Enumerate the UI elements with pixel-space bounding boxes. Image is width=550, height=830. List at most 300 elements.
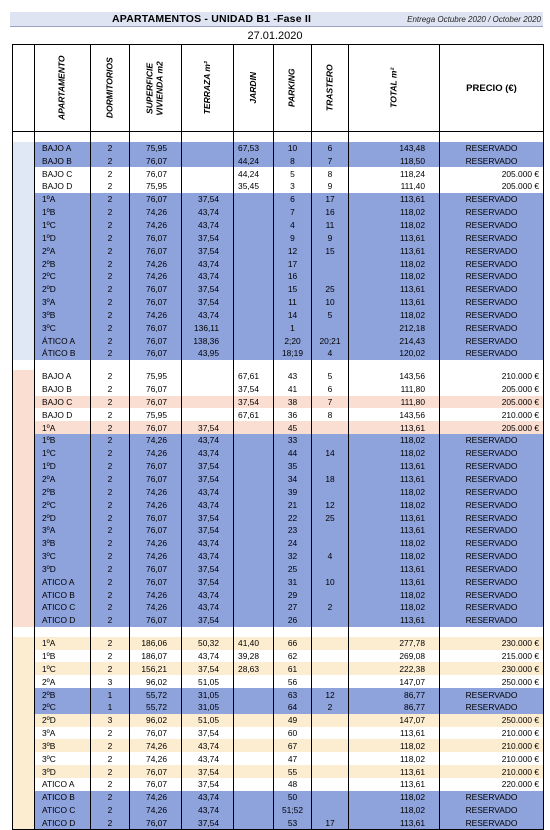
terrace-cell: 37,54 <box>182 511 234 524</box>
table-row <box>13 714 544 727</box>
total-cell: 113,61 <box>349 563 440 576</box>
garden-cell <box>234 447 274 460</box>
apartment-cell: 2ºC <box>35 270 91 283</box>
terrace-cell: 43,74 <box>182 485 234 498</box>
total-cell: 118,02 <box>349 447 440 460</box>
total-cell: 118,02 <box>349 739 440 752</box>
table-row <box>13 231 544 244</box>
surface-cell: 74,26 <box>130 434 182 447</box>
storage-cell <box>312 485 349 498</box>
price-cell: RESERVADO <box>440 321 544 334</box>
garden-cell <box>234 739 274 752</box>
table-row <box>13 662 544 675</box>
apartment-cell: 3ºB <box>35 739 91 752</box>
terrace-cell: 43,74 <box>182 447 234 460</box>
apartment-cell: 2ºA <box>35 244 91 257</box>
storage-cell <box>312 804 349 817</box>
separator-cell <box>91 360 130 370</box>
parking-cell: 55 <box>274 765 312 778</box>
garden-cell <box>234 257 274 270</box>
terrace-cell: 43,74 <box>182 498 234 511</box>
group-band <box>13 701 35 714</box>
price-cell: 205.000 € <box>440 421 544 434</box>
surface-cell: 76,07 <box>130 321 182 334</box>
garden-cell <box>234 575 274 588</box>
total-cell: 113,61 <box>349 778 440 791</box>
apartment-cell: 3ºB <box>35 537 91 550</box>
terrace-cell: 43,95 <box>182 347 234 360</box>
separator-cell <box>349 132 440 142</box>
apartment-cell: BAJO A <box>35 142 91 155</box>
price-cell: RESERVADO <box>440 219 544 232</box>
table-header-row <box>13 45 544 132</box>
table-row <box>13 804 544 817</box>
terrace-cell <box>182 383 234 396</box>
group-band <box>13 383 35 396</box>
group-band <box>13 421 35 434</box>
price-cell: RESERVADO <box>440 473 544 486</box>
group-band <box>13 614 35 627</box>
total-cell: 113,61 <box>349 765 440 778</box>
apartment-cell: BAJO C <box>35 167 91 180</box>
garden-cell <box>234 308 274 321</box>
parking-cell: 18;19 <box>274 347 312 360</box>
header-terraza: TERRAZA m² <box>182 45 234 132</box>
garden-cell <box>234 537 274 550</box>
parking-cell: 8 <box>274 154 312 167</box>
bedrooms-cell: 2 <box>91 614 130 627</box>
table-row <box>13 727 544 740</box>
total-cell: 113,61 <box>349 244 440 257</box>
parking-cell: 6 <box>274 193 312 206</box>
group-separator <box>13 360 544 370</box>
parking-cell: 12 <box>274 244 312 257</box>
terrace-cell: 51,05 <box>182 675 234 688</box>
total-cell: 113,61 <box>349 283 440 296</box>
bedrooms-cell: 2 <box>91 231 130 244</box>
apartment-cell: 2ºC <box>35 498 91 511</box>
storage-cell: 9 <box>312 231 349 244</box>
total-cell: 111,80 <box>349 396 440 409</box>
bedrooms-cell: 2 <box>91 257 130 270</box>
surface-cell: 76,07 <box>130 817 182 830</box>
terrace-cell: 43,74 <box>182 257 234 270</box>
table-row <box>13 817 544 830</box>
parking-cell: 33 <box>274 434 312 447</box>
parking-cell: 67 <box>274 739 312 752</box>
price-cell: 210.000 € <box>440 752 544 765</box>
table-row <box>13 498 544 511</box>
parking-cell: 49 <box>274 714 312 727</box>
storage-cell: 4 <box>312 550 349 563</box>
surface-cell: 76,07 <box>130 334 182 347</box>
price-cell: RESERVADO <box>440 308 544 321</box>
bedrooms-cell: 2 <box>91 550 130 563</box>
terrace-cell: 37,54 <box>182 765 234 778</box>
total-cell: 118,02 <box>349 434 440 447</box>
storage-cell <box>312 563 349 576</box>
terrace-cell: 37,54 <box>182 563 234 576</box>
separator-cell <box>130 360 182 370</box>
terrace-cell: 43,74 <box>182 537 234 550</box>
parking-cell: 14 <box>274 308 312 321</box>
price-cell: RESERVADO <box>440 231 544 244</box>
parking-cell: 56 <box>274 675 312 688</box>
storage-cell: 20;21 <box>312 334 349 347</box>
parking-cell: 66 <box>274 637 312 650</box>
surface-cell: 76,07 <box>130 383 182 396</box>
document-date: 27.01.2020 <box>247 30 303 42</box>
parking-cell: 7 <box>274 206 312 219</box>
apartment-cell: ATICO B <box>35 588 91 601</box>
group-separator <box>13 627 544 637</box>
surface-cell: 76,07 <box>130 460 182 473</box>
group-band <box>13 231 35 244</box>
separator-cell <box>35 132 91 142</box>
header-trastero: TRASTERO <box>312 45 349 132</box>
terrace-cell: 37,54 <box>182 817 234 830</box>
storage-cell: 8 <box>312 167 349 180</box>
garden-cell <box>234 588 274 601</box>
total-cell: 118,02 <box>349 270 440 283</box>
group-band <box>13 321 35 334</box>
garden-cell <box>234 727 274 740</box>
storage-cell: 7 <box>312 396 349 409</box>
parking-cell: 43 <box>274 370 312 383</box>
total-cell: 212,18 <box>349 321 440 334</box>
parking-cell: 44 <box>274 447 312 460</box>
group-band <box>13 601 35 614</box>
total-cell: 118,02 <box>349 588 440 601</box>
parking-cell: 3 <box>274 180 312 193</box>
surface-cell: 74,26 <box>130 739 182 752</box>
garden-cell: 35,45 <box>234 180 274 193</box>
surface-cell: 74,26 <box>130 588 182 601</box>
delivery-note: Entrega Octubre 2020 / October 2020 <box>407 15 541 24</box>
parking-cell: 38 <box>274 396 312 409</box>
surface-cell: 75,95 <box>130 180 182 193</box>
garden-cell: 41,40 <box>234 637 274 650</box>
storage-cell: 4 <box>312 347 349 360</box>
separator-cell <box>312 360 349 370</box>
garden-cell: 28,63 <box>234 662 274 675</box>
total-cell: 118,24 <box>349 167 440 180</box>
group-band <box>13 434 35 447</box>
separator-cell <box>130 132 182 142</box>
group-band <box>13 460 35 473</box>
parking-cell: 25 <box>274 563 312 576</box>
parking-cell: 32 <box>274 550 312 563</box>
garden-cell <box>234 244 274 257</box>
parking-cell: 15 <box>274 283 312 296</box>
storage-cell: 12 <box>312 498 349 511</box>
table-row <box>13 752 544 765</box>
terrace-cell: 43,74 <box>182 219 234 232</box>
apartment-cell: BAJO A <box>35 370 91 383</box>
terrace-cell <box>182 167 234 180</box>
surface-cell: 76,07 <box>130 244 182 257</box>
apartment-cell: BAJO B <box>35 383 91 396</box>
bedrooms-cell: 2 <box>91 739 130 752</box>
garden-cell <box>234 434 274 447</box>
separator-cell <box>234 132 274 142</box>
parking-cell: 60 <box>274 727 312 740</box>
storage-cell <box>312 752 349 765</box>
price-cell: RESERVADO <box>440 614 544 627</box>
apartment-cell: 3ºD <box>35 563 91 576</box>
separator-cell <box>440 627 544 637</box>
price-cell: RESERVADO <box>440 296 544 309</box>
surface-cell: 156,21 <box>130 662 182 675</box>
surface-cell: 76,07 <box>130 563 182 576</box>
table-row <box>13 688 544 701</box>
terrace-cell: 43,74 <box>182 601 234 614</box>
header-precio: PRECIO (€) <box>440 45 544 132</box>
garden-cell <box>234 791 274 804</box>
bedrooms-cell: 2 <box>91 752 130 765</box>
group-band <box>13 550 35 563</box>
table-row <box>13 675 544 688</box>
separator-cell <box>234 627 274 637</box>
terrace-cell <box>182 142 234 155</box>
surface-cell: 74,26 <box>130 257 182 270</box>
garden-cell <box>234 283 274 296</box>
price-cell: RESERVADO <box>440 347 544 360</box>
storage-cell <box>312 727 349 740</box>
terrace-cell <box>182 408 234 421</box>
price-cell: 205.000 € <box>440 180 544 193</box>
garden-cell <box>234 714 274 727</box>
apartment-cell: 1ºD <box>35 231 91 244</box>
apartment-cell: ATICO D <box>35 817 91 830</box>
price-cell: RESERVADO <box>440 142 544 155</box>
table-row <box>13 270 544 283</box>
storage-cell: 2 <box>312 701 349 714</box>
separator-cell <box>35 360 91 370</box>
parking-cell: 4 <box>274 219 312 232</box>
price-cell: RESERVADO <box>440 537 544 550</box>
total-cell: 214,43 <box>349 334 440 347</box>
surface-cell: 74,26 <box>130 308 182 321</box>
price-cell: RESERVADO <box>440 334 544 347</box>
total-cell: 118,02 <box>349 601 440 614</box>
price-cell: RESERVADO <box>440 588 544 601</box>
surface-cell: 74,26 <box>130 601 182 614</box>
group-band <box>13 778 35 791</box>
bedrooms-cell: 2 <box>91 601 130 614</box>
surface-cell: 76,07 <box>130 167 182 180</box>
separator-cell <box>349 627 440 637</box>
apartment-cell: 3ºB <box>35 308 91 321</box>
bedrooms-cell: 3 <box>91 714 130 727</box>
total-cell: 113,61 <box>349 727 440 740</box>
parking-cell: 47 <box>274 752 312 765</box>
parking-cell: 2;20 <box>274 334 312 347</box>
parking-cell: 35 <box>274 460 312 473</box>
price-cell: 215.000 € <box>440 650 544 663</box>
terrace-cell: 37,54 <box>182 244 234 257</box>
table-row <box>13 193 544 206</box>
garden-cell <box>234 421 274 434</box>
terrace-cell: 136,11 <box>182 321 234 334</box>
table-row <box>13 550 544 563</box>
total-cell: 143,56 <box>349 370 440 383</box>
total-cell: 277,78 <box>349 637 440 650</box>
group-band <box>13 473 35 486</box>
price-cell: RESERVADO <box>440 701 544 714</box>
price-cell: RESERVADO <box>440 550 544 563</box>
storage-cell: 14 <box>312 447 349 460</box>
terrace-cell: 43,74 <box>182 308 234 321</box>
parking-cell: 63 <box>274 688 312 701</box>
price-cell: RESERVADO <box>440 498 544 511</box>
table-row <box>13 473 544 486</box>
apartment-cell: 2ºC <box>35 701 91 714</box>
total-cell: 111,80 <box>349 383 440 396</box>
storage-cell <box>312 588 349 601</box>
storage-cell: 9 <box>312 180 349 193</box>
total-cell: 113,61 <box>349 817 440 830</box>
terrace-cell: 37,54 <box>182 460 234 473</box>
storage-cell <box>312 791 349 804</box>
group-band <box>13 154 35 167</box>
table-row <box>13 408 544 421</box>
surface-cell: 76,07 <box>130 296 182 309</box>
bedrooms-cell: 2 <box>91 778 130 791</box>
garden-cell <box>234 334 274 347</box>
price-cell: RESERVADO <box>440 257 544 270</box>
apartment-cell: 2ºA <box>35 675 91 688</box>
apartment-cell: 2ºA <box>35 473 91 486</box>
bedrooms-cell: 2 <box>91 370 130 383</box>
garden-cell <box>234 296 274 309</box>
price-cell: RESERVADO <box>440 244 544 257</box>
group-band <box>13 575 35 588</box>
separator-cell <box>274 132 312 142</box>
total-cell: 143,48 <box>349 142 440 155</box>
bedrooms-cell: 2 <box>91 817 130 830</box>
storage-cell: 12 <box>312 688 349 701</box>
bedrooms-cell: 2 <box>91 396 130 409</box>
surface-cell: 76,07 <box>130 396 182 409</box>
separator-cell <box>35 627 91 637</box>
garden-cell <box>234 701 274 714</box>
group-band <box>13 727 35 740</box>
surface-cell: 96,02 <box>130 714 182 727</box>
table-row <box>13 308 544 321</box>
garden-cell <box>234 778 274 791</box>
surface-cell: 76,07 <box>130 575 182 588</box>
group-band <box>13 588 35 601</box>
table-row <box>13 244 544 257</box>
group-band <box>13 662 35 675</box>
bedrooms-cell: 2 <box>91 804 130 817</box>
garden-cell <box>234 219 274 232</box>
terrace-cell: 37,54 <box>182 421 234 434</box>
bedrooms-cell: 2 <box>91 537 130 550</box>
garden-cell <box>234 550 274 563</box>
parking-cell: 5 <box>274 167 312 180</box>
separator-cell <box>130 627 182 637</box>
storage-cell: 6 <box>312 383 349 396</box>
apartment-cell: 1ºD <box>35 460 91 473</box>
parking-cell: 48 <box>274 778 312 791</box>
surface-cell: 74,26 <box>130 219 182 232</box>
total-cell: 113,61 <box>349 524 440 537</box>
terrace-cell: 37,54 <box>182 662 234 675</box>
separator-cell <box>182 360 234 370</box>
group-band <box>13 447 35 460</box>
parking-cell: 34 <box>274 473 312 486</box>
separator-cell <box>13 627 35 637</box>
table-row <box>13 370 544 383</box>
document-title: APARTAMENTOS - UNIDAD B1 -Fase II <box>112 13 312 25</box>
bedrooms-cell: 2 <box>91 588 130 601</box>
group-band <box>13 347 35 360</box>
bedrooms-cell: 2 <box>91 662 130 675</box>
apartment-cell: 3ºC <box>35 550 91 563</box>
terrace-cell: 37,54 <box>182 231 234 244</box>
garden-cell <box>234 498 274 511</box>
total-cell: 147,07 <box>349 675 440 688</box>
total-cell: 118,02 <box>349 791 440 804</box>
parking-cell: 39 <box>274 485 312 498</box>
storage-cell: 10 <box>312 575 349 588</box>
table-row <box>13 142 544 155</box>
price-cell: 230.000 € <box>440 637 544 650</box>
total-cell: 118,02 <box>349 804 440 817</box>
terrace-cell: 37,54 <box>182 296 234 309</box>
bedrooms-cell: 2 <box>91 765 130 778</box>
table-row <box>13 739 544 752</box>
table-row <box>13 791 544 804</box>
parking-cell: 11 <box>274 296 312 309</box>
total-cell: 118,02 <box>349 219 440 232</box>
total-cell: 111,40 <box>349 180 440 193</box>
total-cell: 147,07 <box>349 714 440 727</box>
terrace-cell: 37,54 <box>182 473 234 486</box>
table-row <box>13 511 544 524</box>
garden-cell: 37,54 <box>234 396 274 409</box>
total-cell: 113,61 <box>349 460 440 473</box>
garden-cell <box>234 270 274 283</box>
parking-cell: 51;52 <box>274 804 312 817</box>
apartment-cell: ÁTICO B <box>35 347 91 360</box>
surface-cell: 74,26 <box>130 270 182 283</box>
group-band <box>13 688 35 701</box>
apartment-cell: ATICO A <box>35 575 91 588</box>
garden-cell <box>234 563 274 576</box>
terrace-cell: 43,74 <box>182 650 234 663</box>
group-band <box>13 257 35 270</box>
apartment-cell: ATICO C <box>35 804 91 817</box>
bedrooms-cell: 2 <box>91 650 130 663</box>
garden-cell <box>234 347 274 360</box>
total-cell: 118,02 <box>349 485 440 498</box>
apartment-cell: 2ºB <box>35 257 91 270</box>
garden-cell: 37,54 <box>234 383 274 396</box>
surface-cell: 74,26 <box>130 447 182 460</box>
total-cell: 118,02 <box>349 257 440 270</box>
table-row <box>13 485 544 498</box>
table-row <box>13 167 544 180</box>
apartment-cell: 3ºC <box>35 321 91 334</box>
storage-cell <box>312 662 349 675</box>
price-cell: 210.000 € <box>440 727 544 740</box>
surface-cell: 75,95 <box>130 408 182 421</box>
total-cell: 222,38 <box>349 662 440 675</box>
apartment-cell: 2ºD <box>35 511 91 524</box>
